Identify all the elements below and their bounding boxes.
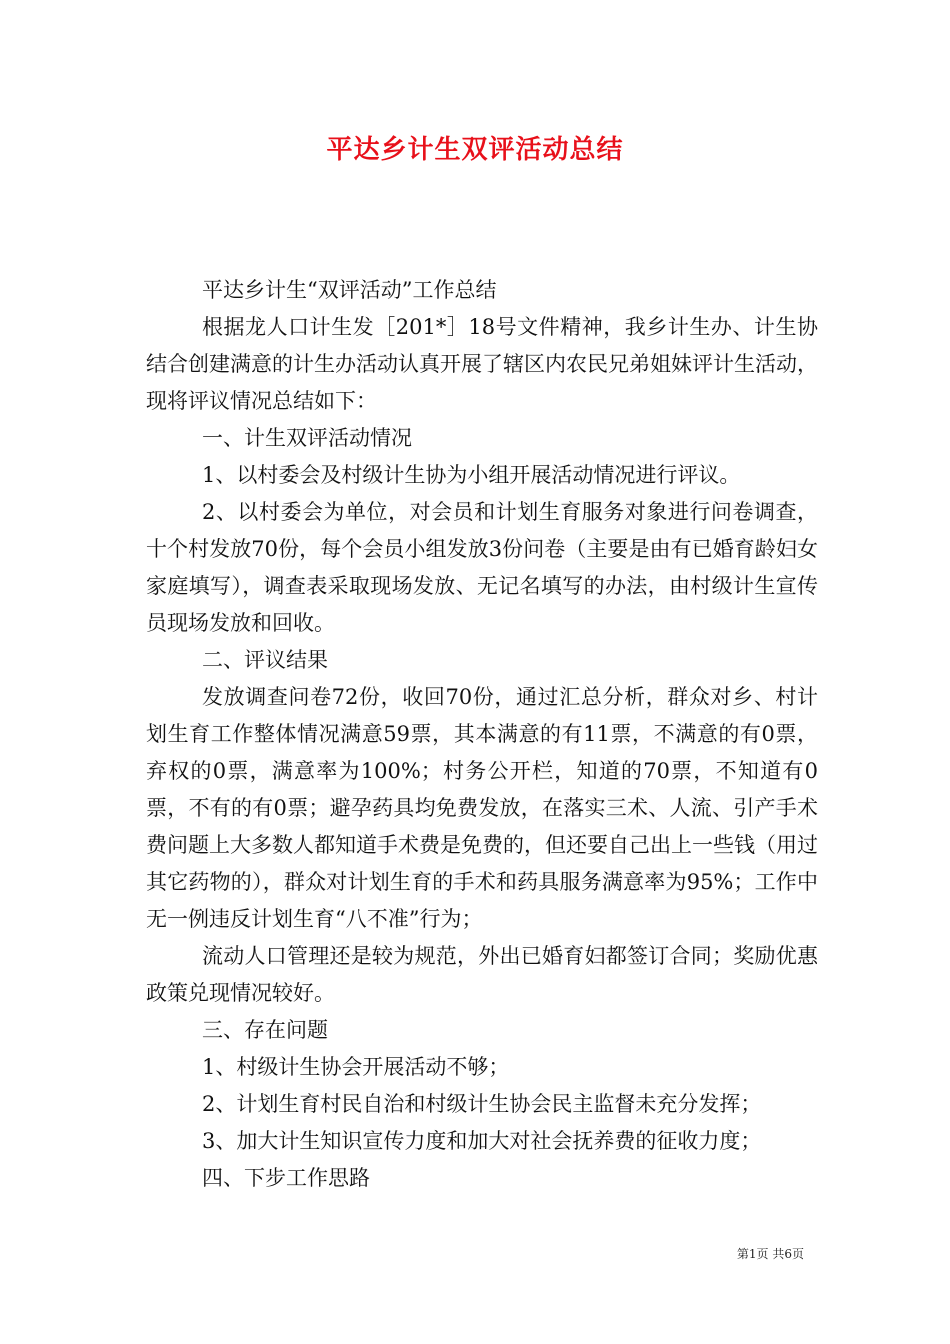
paragraph-item: 1、以村委会及村级计生协为小组开展活动情况进行评议。 [202,463,741,487]
section-heading-1: 一、计生双评活动情况 [202,426,412,450]
document-title: 平达乡计生双评活动总结 [326,135,624,165]
paragraph-subtitle: 平达乡计生“双评活动”工作总结 [202,278,497,302]
document-body [146,272,818,1197]
paragraph-results: 发放调查问卷72份，收回70份，通过汇总分析，群众对乡、村计划生育工作整体情况满意59票，其本满意的有11票，不满意的有0票，弃权的0票，满意率为100%；村务公开栏，知道的70票，不知道有0票，不有的有0票；避孕药具均免费发放，在落实三术、人流、引产手术费问题上大多数人都知道手术费是免费的，但还要自己出上一些钱（用过其它药物的），群众对计划生育的手术和药具服务满意率为95%；工作中无一例违反计划生育“八不准”行为； [146,685,818,931]
paragraph-item: 2、以村委会为单位，对会员和计划生育服务对象进行问卷调查，十个村发放70份，每个会员小组发放3份问卷（主要是由有已婚育龄妇女家庭填写），调查表采取现场发放、无记名填写的办法，由村级计生宣传员现场发放和回收。 [146,500,818,635]
section-heading-3: 三、存在问题 [202,1018,328,1042]
paragraph-item: 1、村级计生协会开展活动不够； [202,1055,510,1079]
page-number: 第1页 共6页 [736,1247,804,1261]
paragraph-item: 3、加大计生知识宣传力度和加大对社会抚养费的征收力度； [202,1129,762,1153]
section-heading-4: 四、下步工作思路 [202,1166,370,1190]
paragraph-item: 2、计划生育村民自治和村级计生协会民主监督未充分发挥； [202,1092,762,1116]
paragraph-migration: 流动人口管理还是较为规范，外出已婚育妇都签订合同；奖励优惠政策兑现情况较好。 [146,944,818,1005]
paragraph-intro: 根据龙人口计生发［201*］18号文件精神，我乡计生办、计生协结合创建满意的计生办活动认真开展了辖区内农民兄弟姐妹评计生活动，现将评议情况总结如下： [146,315,818,413]
section-heading-2: 二、评议结果 [202,648,328,672]
